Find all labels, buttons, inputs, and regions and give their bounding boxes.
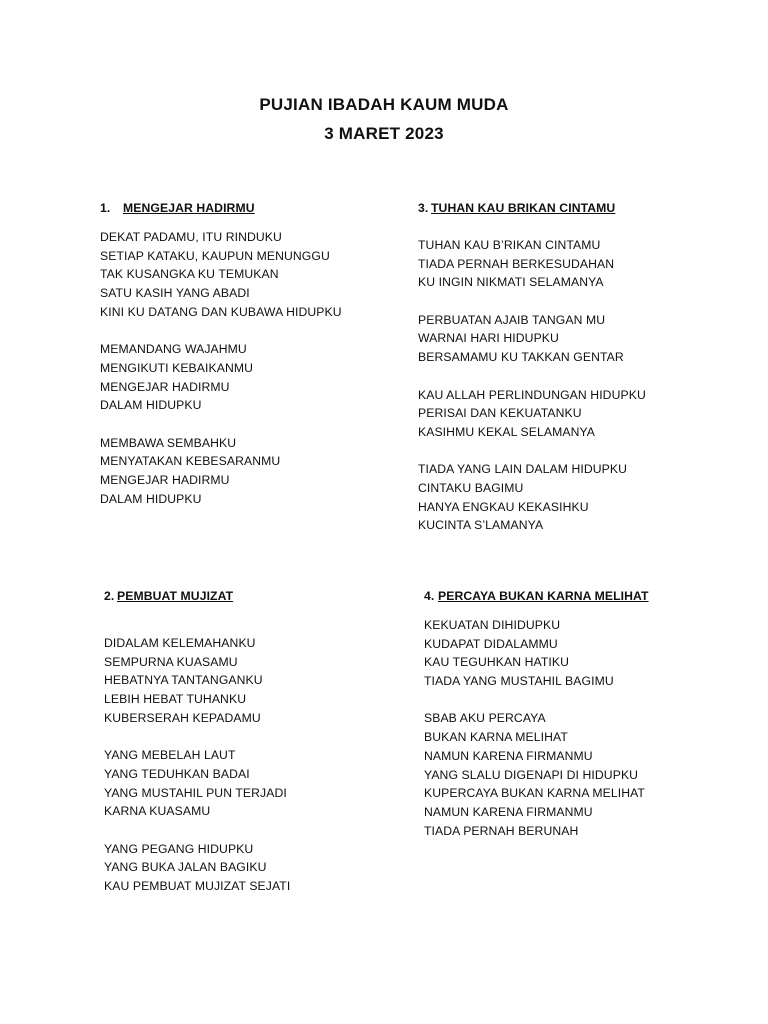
document-date: 3 MARET 2023 [324, 124, 444, 143]
lyric-line: DALAM HIDUPKU [100, 398, 202, 413]
lyric-line: KASIHMU KEKAL SELAMANYA [418, 424, 596, 439]
lyric-line: DALAM HIDUPKU [100, 491, 202, 506]
lyric-line: KAU ALLAH PERLINDUNGAN HIDUPKU [418, 387, 646, 402]
song-3 [418, 199, 646, 535]
song-number: 2. [104, 589, 115, 603]
song-4 [424, 587, 649, 840]
lyric-line: TIADA YANG LAIN DALAM HIDUPKU [418, 462, 628, 477]
song-lyrics [424, 616, 649, 840]
stanza [100, 434, 342, 509]
song-heading [424, 587, 649, 606]
stanza [104, 840, 290, 896]
lyric-line: BERSAMAMU KU TAKKAN GENTAR [418, 350, 624, 365]
lyric-line: KU INGIN NIKMATI SELAMANYA [418, 275, 604, 290]
song-2 [104, 587, 290, 896]
lyric-line: KUCINTA S’LAMANYA [418, 518, 544, 533]
lyric-line: MEMANDANG WAJAHMU [100, 342, 247, 357]
stanza-gap [418, 442, 646, 461]
stanza-gap [418, 367, 646, 386]
stanza [418, 236, 646, 292]
stanza [418, 386, 646, 442]
lyric-line: KEKUATAN DIHIDUPKU [424, 618, 561, 632]
lyric-line: SEMPURNA KUASAMU [104, 654, 238, 669]
song-title: PERCAYA BUKAN KARNA MELIHAT [438, 589, 649, 603]
lyric-line: KARNA KUASAMU [104, 804, 211, 819]
lyric-line: NAMUN KARENA FIRMANMU [424, 748, 593, 763]
lyric-line: MENGIKUTI KEBAIKANMU [100, 360, 254, 375]
lyric-line: KAU TEGUHKAN HATIKU [424, 655, 570, 670]
lyric-line: KUBERSERAH KEPADAMU [104, 710, 261, 725]
lyric-line: SATU KASIH YANG ABADI [100, 286, 250, 301]
lyric-line: TIADA PERNAH BERKESUDAHAN [418, 256, 615, 271]
stanza-gap [104, 821, 290, 840]
stanza [104, 746, 290, 821]
lyric-line: CINTAKU BAGIMU [418, 480, 524, 495]
song-lyrics [104, 634, 290, 896]
song-title: TUHAN KAU BRIKAN CINTAMU [431, 201, 616, 215]
lyric-line: HANYA ENGKAU KEKASIHKU [418, 499, 589, 514]
document-title: PUJIAN IBADAH KAUM MUDA [259, 95, 509, 114]
lyric-line: MEMBAWA SEMBAHKU [100, 435, 237, 450]
lyric-line: TIADA PERNAH BERUNAH [424, 823, 579, 838]
lyric-line: PERISAI DAN KEKUATANKU [418, 406, 582, 421]
lyric-line: SETIAP KATAKU, KAUPUN MENUNGGU [100, 248, 330, 263]
stanza-gap [104, 727, 290, 746]
lyric-line: TAK KUSANGKA KU TEMUKAN [100, 267, 279, 282]
stanza [424, 616, 649, 691]
lyric-line: LEBIH HEBAT TUHANKU [104, 692, 247, 707]
lyric-line: DEKAT PADAMU, ITU RINDUKU [100, 230, 282, 244]
stanza [100, 228, 342, 321]
lyric-line: KUDAPAT DIDALAMMU [424, 636, 558, 651]
lyric-line: WARNAI HARI HIDUPKU [418, 331, 559, 346]
lyric-line: HEBATNYA TANTANGANKU [104, 673, 263, 688]
stanza [100, 340, 342, 415]
lyric-line: SBAB AKU PERCAYA [424, 711, 546, 726]
lyric-line: DIDALAM KELEMAHANKU [104, 636, 256, 650]
lyric-line: YANG TEDUHKAN BADAI [104, 766, 250, 781]
stanza-gap [424, 691, 649, 710]
song-heading [418, 199, 646, 218]
lyric-line: YANG SLALU DIGENAPI DI HIDUPKU [424, 767, 639, 782]
stanza [104, 634, 290, 727]
lyric-line: MENGEJAR HADIRMU [100, 472, 230, 487]
song-number: 4. [424, 589, 435, 603]
lyric-line: MENYATAKAN KEBESARANMU [100, 454, 281, 469]
lyric-line: TUHAN KAU B’RIKAN CINTAMU [418, 238, 601, 252]
lyric-line: TIADA YANG MUSTAHIL BAGIMU [424, 674, 614, 689]
stanza-gap [100, 321, 342, 340]
song-number: 3. [418, 201, 429, 215]
lyric-line: KUPERCAYA BUKAN KARNA MELIHAT [424, 786, 645, 801]
lyric-line: YANG MUSTAHIL PUN TERJADI [104, 785, 287, 800]
stanza [418, 311, 646, 367]
song-number: 1. [100, 201, 111, 215]
lyric-line: YANG PEGANG HIDUPKU [104, 841, 254, 856]
song-title: MENGEJAR HADIRMU [123, 201, 255, 215]
lyric-line: YANG MEBELAH LAUT [104, 748, 236, 763]
song-heading [100, 199, 342, 218]
song-title: PEMBUAT MUJIZAT [117, 589, 234, 603]
lyric-line: KAU PEMBUAT MUJIZAT SEJATI [104, 878, 291, 893]
song-1 [100, 199, 342, 508]
lyric-line: BUKAN KARNA MELIHAT [424, 730, 568, 745]
stanza-gap [100, 415, 342, 434]
song-heading [104, 587, 290, 606]
lyric-line: KINI KU DATANG DAN KUBAWA HIDUPKU [100, 304, 342, 319]
lyric-line: MENGEJAR HADIRMU [100, 379, 230, 394]
song-lyrics [100, 228, 342, 508]
song-lyrics [418, 236, 646, 535]
lyric-line: NAMUN KARENA FIRMANMU [424, 804, 593, 819]
stanza-gap [418, 292, 646, 311]
lyric-line: YANG BUKA JALAN BAGIKU [104, 860, 267, 875]
stanza [418, 460, 646, 535]
stanza [424, 709, 649, 840]
lyric-line: PERBUATAN AJAIB TANGAN MU [418, 312, 606, 327]
